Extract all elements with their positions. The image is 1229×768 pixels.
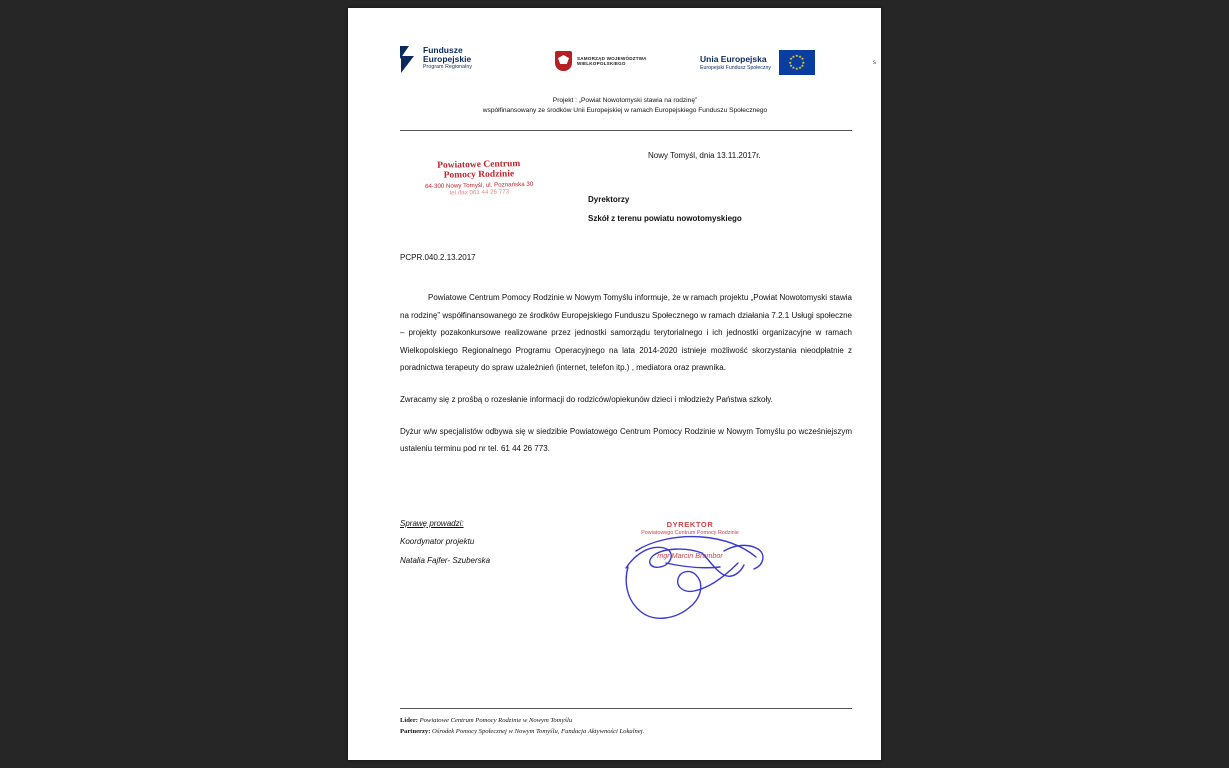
samorzad-line-1: SAMORZĄD WOJEWÓDZTWA	[577, 55, 647, 61]
unia-europejska-logo	[700, 50, 815, 75]
director-stamp-line-3: mgr Marcin Brambor	[657, 551, 723, 561]
fundusze-europejskie-logo	[400, 46, 472, 74]
prepared-by-block	[400, 515, 490, 570]
header-divider	[400, 130, 852, 131]
prepared-by-name: Natalia Fajfer- Szuberska	[400, 555, 491, 565]
eu-flag-icon: ★ ★ ★ ★ ★ ★ ★ ★ ★ ★ ★ ★	[779, 50, 815, 75]
unia-europejska-text	[700, 54, 771, 71]
stamp-line-4: tel./fax 061 44 26 773	[449, 188, 510, 197]
footer-leader-label: Lider:	[400, 717, 418, 724]
footer-block	[400, 716, 852, 737]
footer-leader-line	[400, 716, 852, 727]
footer-partners-line	[400, 727, 852, 738]
body-paragraph-2: Zwracamy się z prośbą o rozesłanie informacji do rodziców/opiekunów dzieci i młodzieży Państwa szkoły.	[400, 394, 773, 404]
prepared-by-label: Sprawę prowadzi:	[400, 519, 464, 528]
project-header-line-1: Projekt : „Powiat Nowotomyski stawia na rodzinę”	[552, 97, 698, 104]
addressee-block	[588, 190, 742, 228]
stamp-line-1: Powiatowe Centrum	[437, 159, 521, 171]
stamp-line-2: Pomocy Rodzinie	[443, 169, 515, 181]
samorzad-text	[577, 56, 647, 67]
stamp-line-3: 64-300 Nowy Tomyśl, ul. Poznańska 30	[424, 180, 534, 191]
director-stamp	[610, 520, 770, 561]
addressee-line-1: Dyrektorzy	[588, 195, 630, 204]
footer-divider	[400, 708, 852, 709]
body-paragraph-3: Dyżur w/w specjalistów odbywa się w siedzibie Powiatowego Centrum Pomocy Rodzinie w Nowym Tomyślu po wcześniejszym ustaleniu terminu pod nr tel. 61 44 26 773.	[400, 426, 852, 454]
addressee-line-2: Szkół z terenu powiatu nowotomyskiego	[588, 214, 742, 224]
fe-line-1: Fundusze	[423, 45, 463, 55]
header-logos	[400, 44, 850, 92]
fe-line-2: Europejskie	[423, 53, 472, 64]
fundusze-europejskie-mark-icon	[400, 46, 417, 74]
prepared-by-role: Koordynator projektu	[400, 537, 475, 547]
letter-body	[400, 289, 852, 472]
footer-partners-value: Ośrodek Pomocy Społecznej w Nowym Tomyślu, Fundacja Aktywności Lokalnej.	[432, 727, 645, 735]
samorzad-wielkopolski-logo	[555, 51, 647, 71]
corner-mark: s	[873, 60, 876, 66]
project-header	[400, 96, 850, 116]
director-stamp-line-1: DYREKTOR	[666, 520, 714, 529]
project-header-line-2: współfinansowany ze środków Unii Europejskiej w ramach Europejskiego Funduszu Społecznego	[482, 106, 768, 114]
footer-leader-value: Powiatowe Centrum Pomocy Rodzinie w Nowym Tomyślu	[419, 717, 573, 724]
body-paragraph-1: Powiatowe Centrum Pomocy Rodzinie w Nowym Tomyślu informuje, że w ramach projektu „Powiat Nowotomyski stawia na rodzinę” współfinansowanego ze środków Europejskiego Funduszu Społecznego w ramach działania 7.2.1 Usługi społeczne – projekty pozakonkursowe realizowane przez jednostki samorządu terytorialnego i ich jednostki organizacyjne w ramach Wielkopolskiego Regionalnego Programu Operacyjnego na lata 2014-2020 istnieje możliwość skorzystania nieodpłatnie z poradnictwa terapeuty do spraw uzależnień (internet, telefon itp.) , mediatora oraz prawnika.	[400, 293, 852, 373]
ue-line-2: Europejski Fundusz Społeczny	[700, 64, 771, 71]
ue-line-1: Unia Europejska	[700, 53, 767, 64]
place-and-date: Nowy Tomyśl, dnia 13.11.2017r.	[648, 151, 761, 160]
office-stamp	[404, 158, 555, 197]
reference-number: PCPR.040.2.13.2017	[400, 253, 476, 262]
document-page	[348, 8, 881, 760]
wielkopolska-crest-icon	[555, 51, 572, 71]
fundusze-europejskie-text	[423, 46, 472, 71]
fe-line-3: Program Regionalny	[423, 64, 473, 71]
samorzad-line-2: WIELKOPOLSKIEGO	[577, 61, 626, 66]
footer-partners-label: Partnerzy:	[400, 727, 431, 735]
director-stamp-line-2: Powiatowego Centrum Pomocy Rodzinie	[641, 530, 739, 537]
document-page-content	[348, 8, 881, 760]
